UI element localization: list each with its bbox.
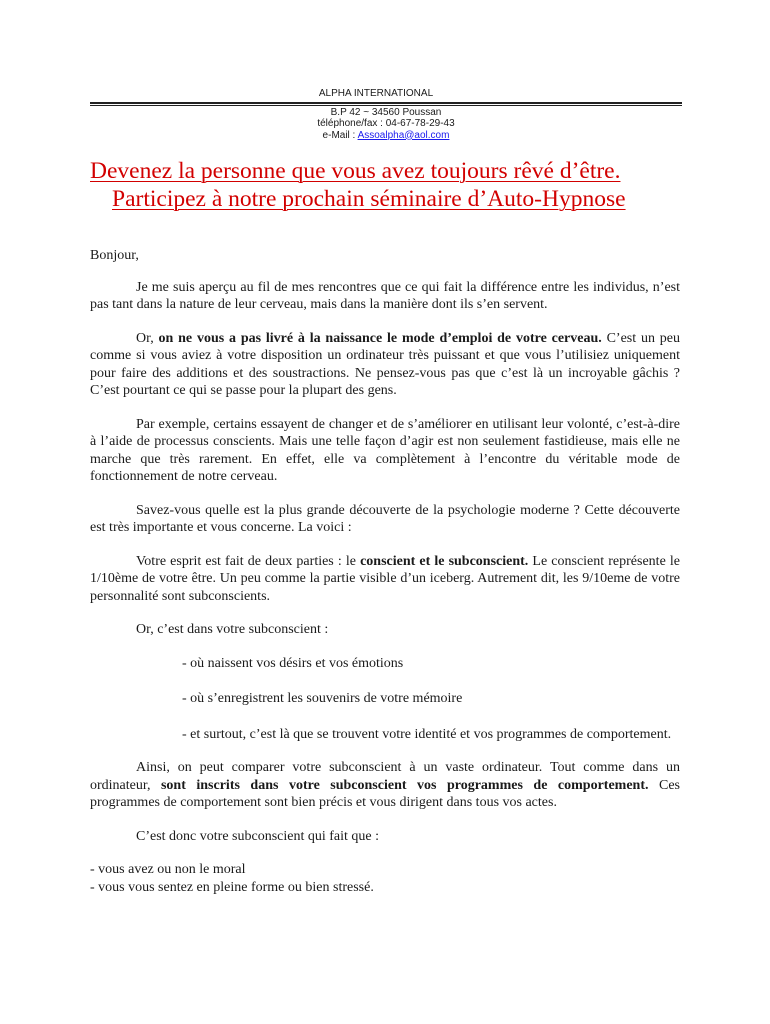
- phone-fax: téléphone/fax : 04-67-78-29-43: [317, 118, 455, 129]
- email-link[interactable]: Assoalpha@aol.com: [357, 129, 450, 141]
- postal-address: B.P 42 ~ 34560 Poussan: [330, 106, 442, 118]
- letterhead: [90, 88, 682, 141]
- paragraph-7-emphasis: sont inscrits dans votre subconscient vos programmes de comportement.: [160, 777, 649, 793]
- letter-body: [90, 247, 680, 896]
- list-item: - et surtout, c’est là que se trouvent votre identité et vos programmes de comportement.: [182, 726, 672, 742]
- paragraph-4: Savez-vous quelle est la plus grande découverte de la psychologie moderne ? Cette découverte est très importante et vous concerne. La voici :: [90, 502, 680, 535]
- paragraph-7: [90, 759, 680, 812]
- paragraph-5-end: Le conscient représente le 1/10ème de votre être. Un peu comme la partie visible d’un iceberg. Autrement dit, les 9/10eme de votre personnalité sont subconscients.: [90, 553, 680, 604]
- paragraph-3: Par exemple, certains essayent de changer et de s’améliorer en utilisant leur volonté, c’est-à-dire à l’aide de processus conscients. Mais une telle façon d’agir est non seulement fastidieuse, mais elle ne marche que très rarement. En effet, elle va complètement à l’encontre du véritable mode de fonctionnement de notre cerveau.: [90, 416, 680, 484]
- list-item: - vous avez ou non le moral: [90, 862, 246, 877]
- list-item: - où s’enregistrent les souvenirs de votre mémoire: [182, 691, 463, 706]
- list-item: - vous vous sentez en pleine forme ou bien stressé.: [90, 879, 374, 895]
- paragraph-7-start: Ainsi, on peut comparer votre subconscient à un vaste ordinateur. Tout comme dans un ordinateur,: [90, 760, 680, 793]
- headline: [90, 157, 690, 213]
- paragraph-2-start: Or,: [136, 330, 159, 346]
- paragraph-1: Je me suis aperçu au fil de mes rencontres que ce qui fait la différence entre les individus, n’est pas tant dans la nature de leur cerveau, mais dans la manière dont ils s’en servent.: [90, 279, 680, 312]
- paragraph-8: C’est donc votre subconscient qui fait que :: [136, 828, 379, 844]
- letterhead-rule-thin: [90, 105, 682, 106]
- paragraph-2-end: C’est un peu comme si vous aviez à votre disposition un ordinateur très puissant et que vous l’utilisiez uniquement pour faire des additions et des soustractions. Ne pensez-vous pas que c’est là un incroyable gâchis ? C’est pourtant ce qui se passe pour la plupart des gens.: [90, 330, 680, 398]
- paragraph-2-emphasis: on ne vous a pas livré à la naissance le mode d’emploi de votre cerveau.: [158, 330, 602, 346]
- paragraph-5: [90, 553, 680, 606]
- email-label: e-Mail :: [322, 129, 358, 141]
- organization-name: ALPHA INTERNATIONAL: [318, 88, 434, 99]
- list-item: - où naissent vos désirs et vos émotions: [182, 655, 404, 671]
- paragraph-2: [90, 330, 680, 400]
- paragraph-6: Or, c’est dans votre subconscient :: [136, 622, 329, 637]
- letterhead-rule-thick: [90, 102, 682, 104]
- salutation: Bonjour,: [90, 248, 139, 263]
- paragraph-5-start: Votre esprit est fait de deux parties : le: [136, 553, 361, 569]
- headline-line-2: Participez à notre prochain séminaire d’Auto-Hypnose: [112, 186, 626, 212]
- paragraph-5-emphasis: conscient et le subconscient.: [360, 553, 529, 569]
- paragraph-7-end: Ces programmes de comportement sont bien précis et vous dirigent dans tous vos actes.: [90, 777, 680, 810]
- email-line: [90, 130, 682, 142]
- headline-line-1: Devenez la personne que vous avez toujours rêvé d’être.: [90, 158, 621, 184]
